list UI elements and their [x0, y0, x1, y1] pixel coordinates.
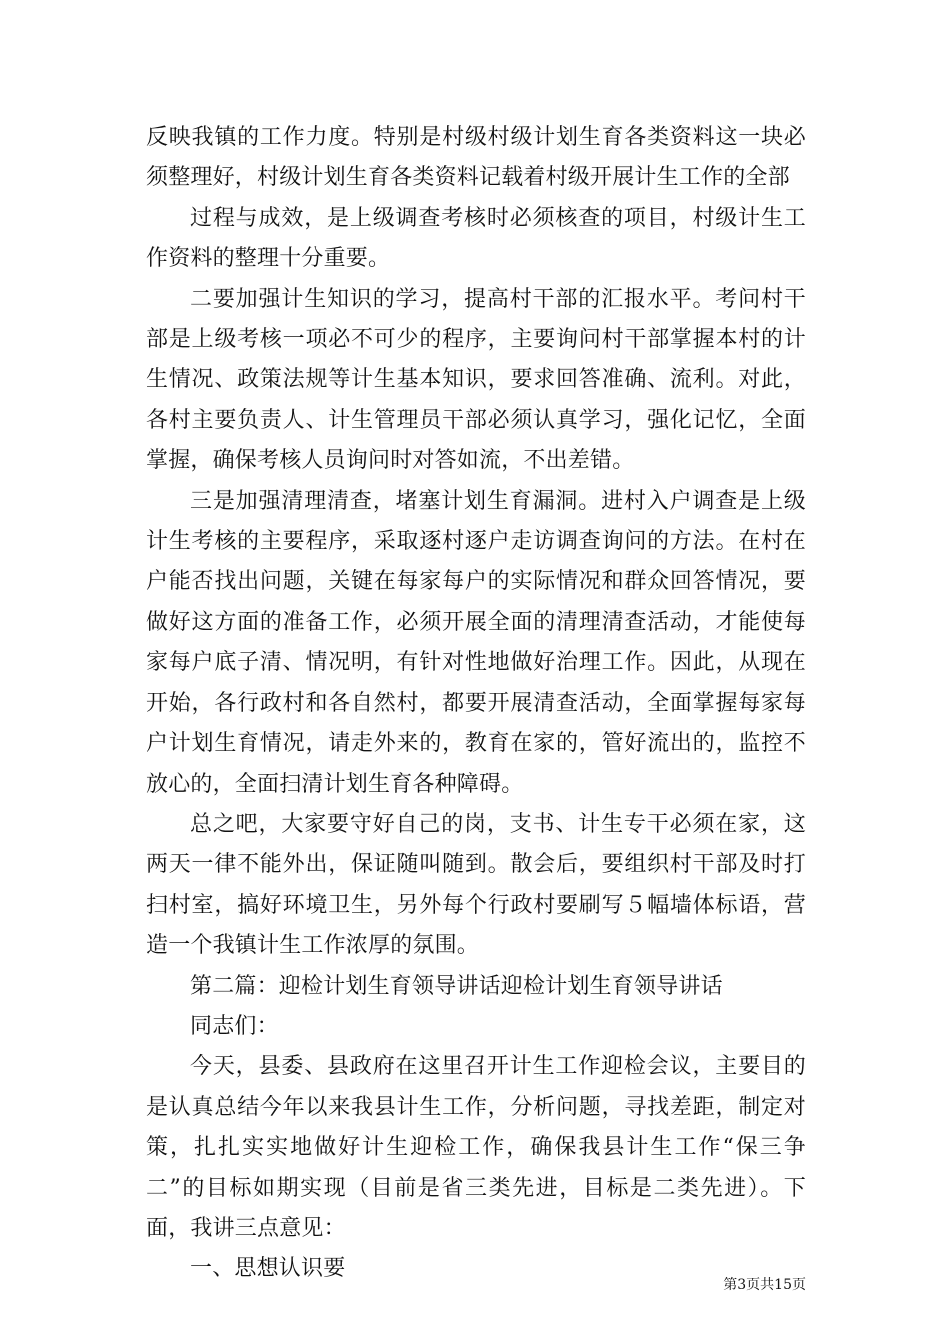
- subsection-heading: 一、思想认识要: [190, 1256, 346, 1282]
- page-number-footer: 第3页共15页: [723, 1277, 806, 1293]
- paragraph-summary: 总之吧，大家要守好自己的岗，支书、计生专干必须在家，这两天一律不能外出，保证随叫随到。散会后，要组织村干部及时打扫村室，搞好环境卫生，另外每个行政村要刷写５幅墙体标语，营造一个我镇计生工作浓厚的氛围。: [146, 811, 806, 959]
- document-body: [146, 118, 806, 1290]
- paragraph-point-three: 三是加强清理清查，堵塞计划生育漏洞。进村入户调查是上级计生考核的主要程序，采取逐村逐户走访调查询问的方法。在村在户能否找出问题，关键在每家每户的实际情况和群众回答情况，要做好这方面的准备工作，必须开展全面的清理清查活动，才能使每家每户底子清、情况明，有针对性地做好治理工作。因此，从现在开始，各行政村和各自然村，都要开展清查活动，全面掌握每家每户计划生育情况，请走外来的，教育在家的，管好流出的，监控不放心的，全面扫清计划生育各种障碍。: [146, 488, 806, 797]
- section-heading: 第二篇：迎检计划生育领导讲话迎检计划生育领导讲话: [190, 973, 723, 999]
- paragraph-continuation: 反映我镇的工作力度。特别是村级村级计划生育各类资料这一块必须整理好，村级计划生育各类资料记载着村级开展计生工作的全部: [146, 125, 806, 191]
- paragraph-point-two: 二要加强计生知识的学习，提高村干部的汇报水平。考问村干部是上级考核一项必不可少的程序，主要询问村干部掌握本村的计生情况、政策法规等计生基本知识，要求回答准确、流利。对此，各村主要负责人、计生管理员干部必须认真学习，强化记忆，全面掌握，确保考核人员询问时对答如流，不出差错。: [146, 286, 806, 474]
- paragraph-materials: 过程与成效，是上级调查考核时必须核查的项目，村级计生工作资料的整理十分重要。: [146, 205, 806, 272]
- paragraph-intro: 今天，县委、县政府在这里召开计生工作迎检会议，主要目的是认真总结今年以来我县计生工作，分析问题，寻找差距，制定对策，扎扎实实地做好计生迎检工作，确保我县计生工作“保三争二”的目标如期实现（目前是省三类先进，目标是二类先进）。下面，我讲三点意见：: [146, 1054, 806, 1241]
- salutation: 同志们：: [190, 1013, 279, 1039]
